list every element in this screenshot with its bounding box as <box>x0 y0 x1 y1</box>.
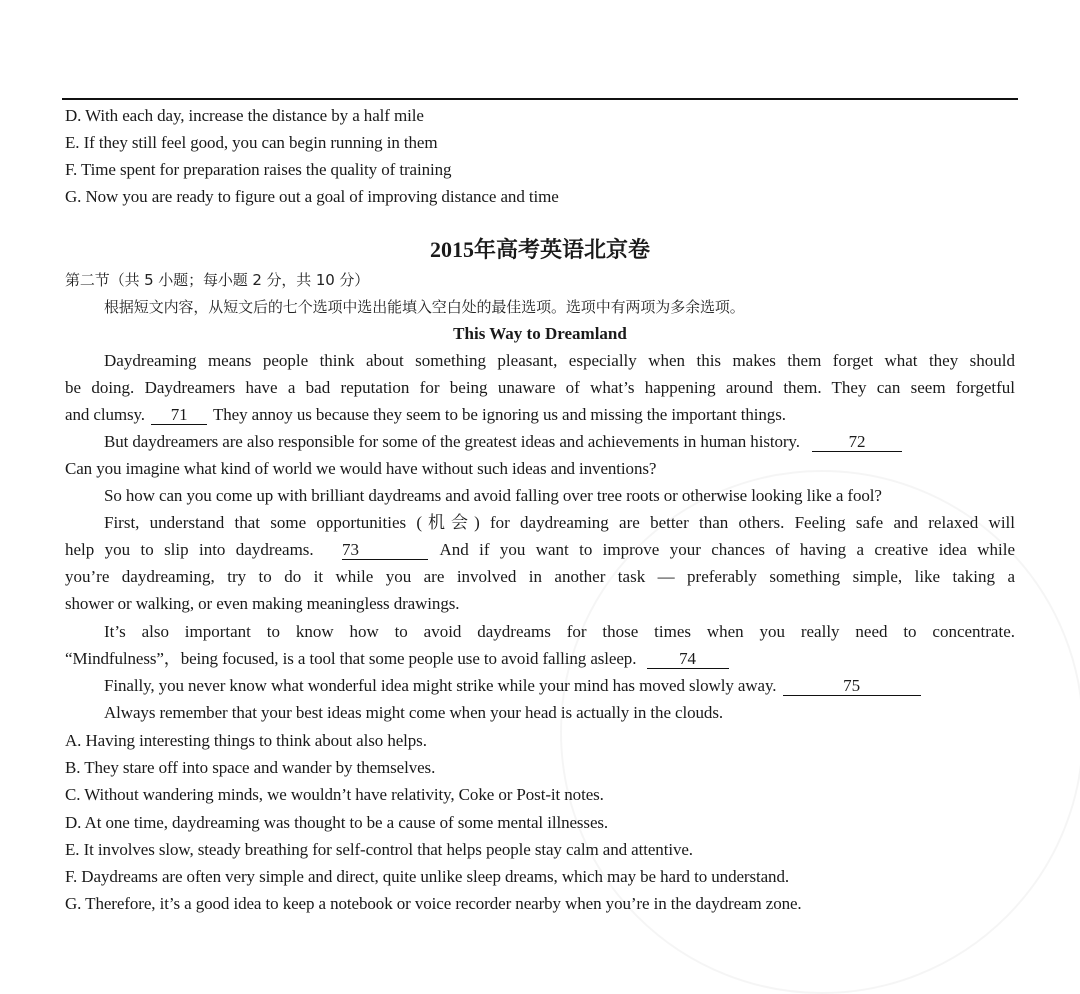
passage-line <box>65 648 731 670</box>
option-g[interactable]: G. Therefore, it’s a good idea to keep a notebook or voice recorder nearby when you’re in the daydream zone. <box>65 894 802 913</box>
option-d[interactable]: D. At one time, daydreaming was thought to be a cause of some mental illnesses. <box>65 813 609 832</box>
blank-71[interactable]: 71 <box>151 406 207 425</box>
passage-line: be doing. Daydreamers have a bad reputation for being unaware of what’s happening around them. They can seem forgetful <box>65 378 1015 397</box>
option-a[interactable]: A. Having interesting things to think about also helps. <box>65 731 427 750</box>
passage-text: But daydreamers are also responsible for some of the greatest ideas and achievements in human history. <box>104 432 800 451</box>
previous-option-e: E. If they still feel good, you can begin running in them <box>65 133 438 152</box>
passage-text: Finally, you never know what wonderful idea might strike while your mind has moved slowly away. <box>104 676 777 695</box>
passage-line: So how can you come up with brilliant daydreams and avoid falling over tree roots or otherwise looking like a fool? <box>104 486 882 505</box>
passage-text: And if you want to improve your chances of having a creative idea while <box>439 540 1016 559</box>
section-instruction: 根据短文内容，从短文后的七个选项中选出能填入空白处的最佳选项。选项中有两项为多余选项。 <box>104 298 745 316</box>
blank-72[interactable]: 72 <box>812 433 902 452</box>
passage-line: you’re daydreaming, try to do it while you are involved in another task — preferably something simple, like taking a <box>65 567 1015 586</box>
passage-line <box>65 539 1015 561</box>
previous-option-d: D. With each day, increase the distance by a half mile <box>65 106 424 125</box>
previous-option-f: F. Time spent for preparation raises the quality of training <box>65 160 452 179</box>
passage-line: First, understand that some opportunities (机会) for daydreaming are better than others. Feeling safe and relaxed will <box>104 513 1015 532</box>
passage-line: Daydreaming means people think about something pleasant, especially when this makes them forget what they should <box>104 351 1015 370</box>
passage-text: and clumsy. <box>65 405 145 424</box>
passage-title: This Way to Dreamland <box>453 324 627 343</box>
passage-line: shower or walking, or even making meaningless drawings. <box>65 594 460 613</box>
passage-text: help you to slip into daydreams. <box>65 540 314 559</box>
passage-line <box>104 675 923 697</box>
option-f[interactable]: F. Daydreams are often very simple and direct, quite unlike sleep dreams, which may be hard to understand. <box>65 867 790 886</box>
option-b[interactable]: B. They stare off into space and wander by themselves. <box>65 758 436 777</box>
horizontal-rule <box>62 98 1018 100</box>
passage-line: Can you imagine what kind of world we would have without such ideas and inventions? <box>65 459 657 478</box>
blank-74[interactable]: 74 <box>647 650 729 669</box>
passage-line: It’s also important to know how to avoid daydreams for those times when you really need to concentrate. <box>104 622 1015 641</box>
passage-text: They annoy us because they seem to be ignoring us and missing the important things. <box>212 405 786 424</box>
passage-line <box>104 431 904 453</box>
previous-option-g: G. Now you are ready to figure out a goal of improving distance and time <box>65 187 559 206</box>
passage-line: Always remember that your best ideas might come when your head is actually in the clouds. <box>104 703 723 722</box>
option-c[interactable]: C. Without wandering minds, we wouldn’t have relativity, Coke or Post-it notes. <box>65 785 604 804</box>
section-heading: 第二节（共 5 小题；每小题 2 分，共 10 分） <box>65 271 370 289</box>
blank-75[interactable]: 75 <box>783 677 921 696</box>
blank-73[interactable]: 73 <box>342 541 428 560</box>
option-e[interactable]: E. It involves slow, steady breathing for self-control that helps people stay calm and attentive. <box>65 840 693 859</box>
passage-text: “Mindfulness”，being focused, is a tool that some people use to avoid falling asleep. <box>65 649 637 668</box>
passage-line <box>65 404 786 426</box>
exam-title: 2015年高考英语北京卷 <box>429 237 650 262</box>
